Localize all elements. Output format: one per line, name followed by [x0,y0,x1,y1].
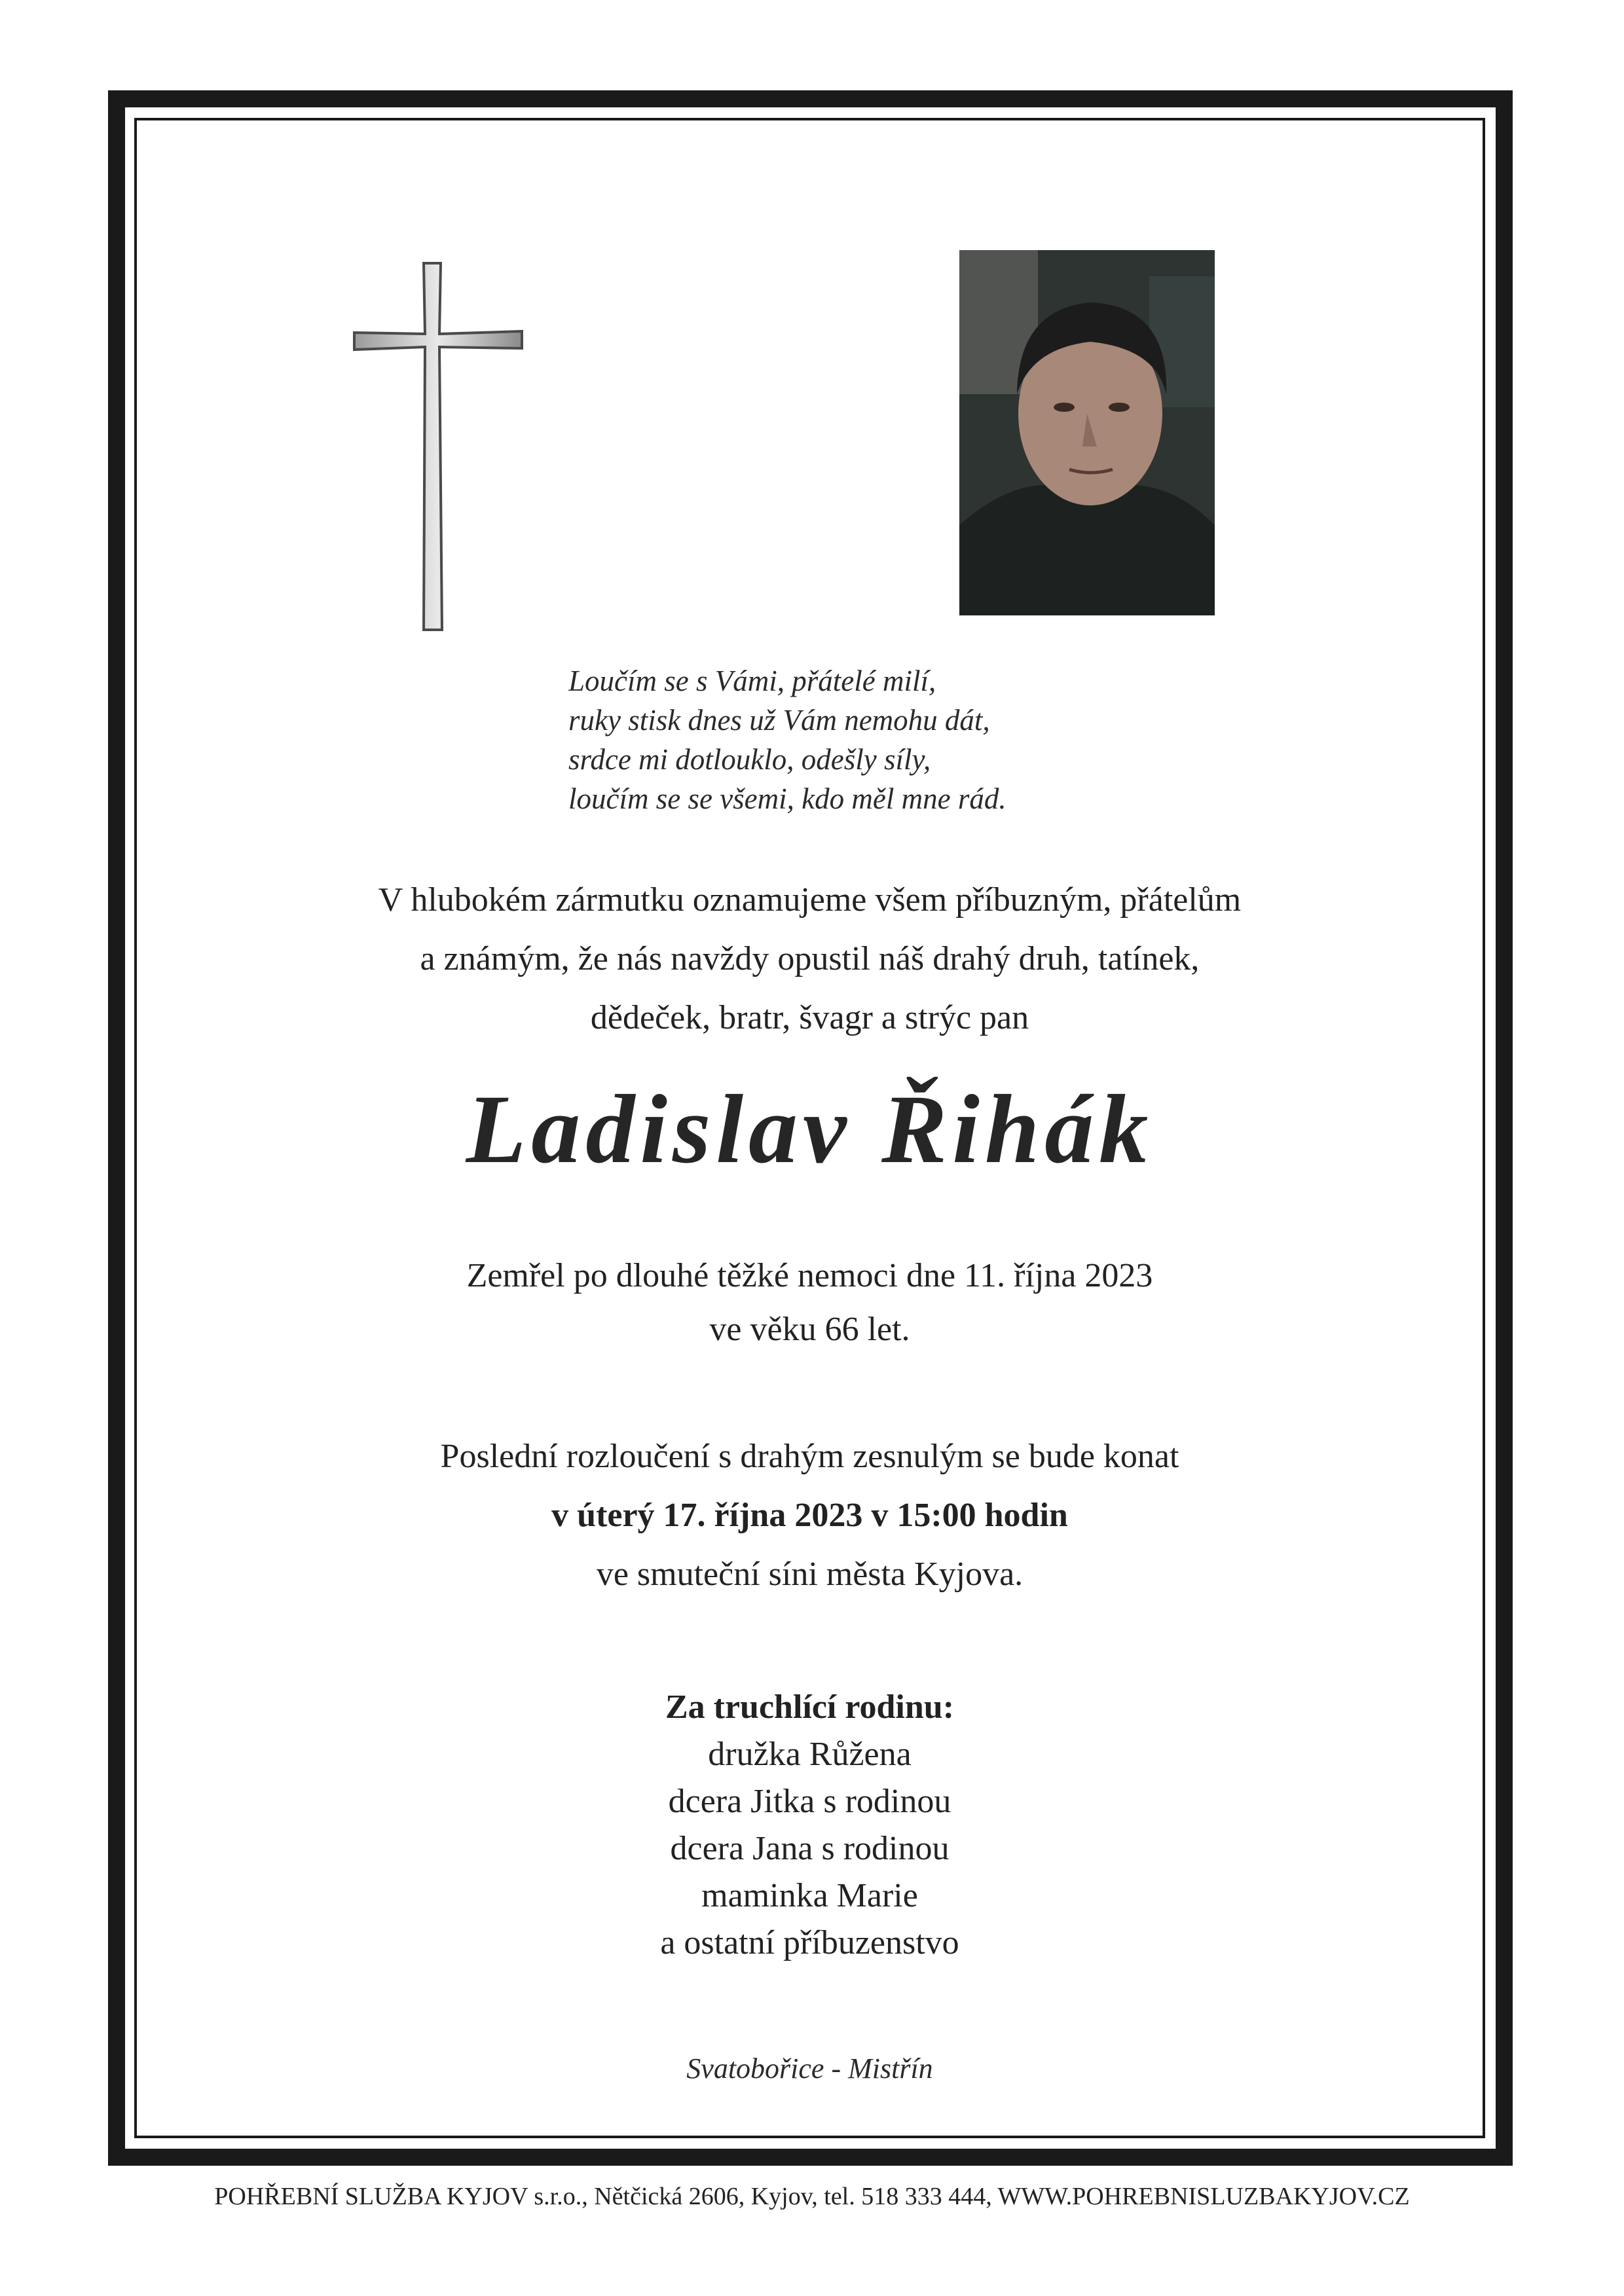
poem [568,661,1006,818]
portrait-photo [959,250,1215,615]
family-member: dcera Jana s rodinou [670,1830,950,1867]
cross-icon [350,262,527,635]
farewell-line: Poslední rozloučení s drahým zesnulým se bude konat [440,1438,1179,1475]
announcement-line: a známým, že nás navždy opustil náš drahý druh, tatínek, [420,940,1200,977]
family-section [134,1684,1485,1967]
deceased-name: Ladislav Řihák [466,1075,1154,1184]
family-member: dcera Jitka s rodinou [668,1783,951,1820]
family-member: maminka Marie [701,1877,918,1914]
poem-line: srdce mi dotlouklo, odešly síly, [568,743,931,776]
announcement-line: dědeček, bratr, švagr a strýc pan [590,999,1029,1036]
family-heading: Za truchlící rodinu: [665,1688,955,1726]
family-member: družka Růžena [708,1736,912,1773]
death-info [134,1249,1485,1357]
footer-funeral-service: POHŘEBNÍ SLUŽBA KYJOV s.r.o., Nětčická 2606, Kyjov, tel. 518 333 444, WWW.POHREBNISLUZBAKYJOV.CZ [214,2183,1410,2210]
poem-line: ruky stisk dnes už Vám nemohu dát, [568,704,990,737]
death-date-line: Zemřel po dlouhé těžké nemoci dne 11. října 2023 [466,1257,1153,1294]
announcement [134,871,1485,1048]
age-line: ve věku 66 let. [709,1311,910,1348]
poem-line: Loučím se s Vámi, přátelé milí, [568,665,936,697]
poem-line: loučím se se všemi, kdo měl mne rád. [568,782,1006,815]
farewell-info [134,1427,1485,1604]
place: Svatobořice - Mistřín [686,2052,933,2085]
family-member: a ostatní příbuzenstvo [660,1924,959,1961]
farewell-datetime: v úterý 17. října 2023 v 15:00 hodin [551,1497,1068,1534]
announcement-line: V hlubokém zármutku oznamujeme všem příbuzným, přátelům [378,881,1242,919]
farewell-location: ve smuteční síni města Kyjova. [596,1556,1024,1593]
